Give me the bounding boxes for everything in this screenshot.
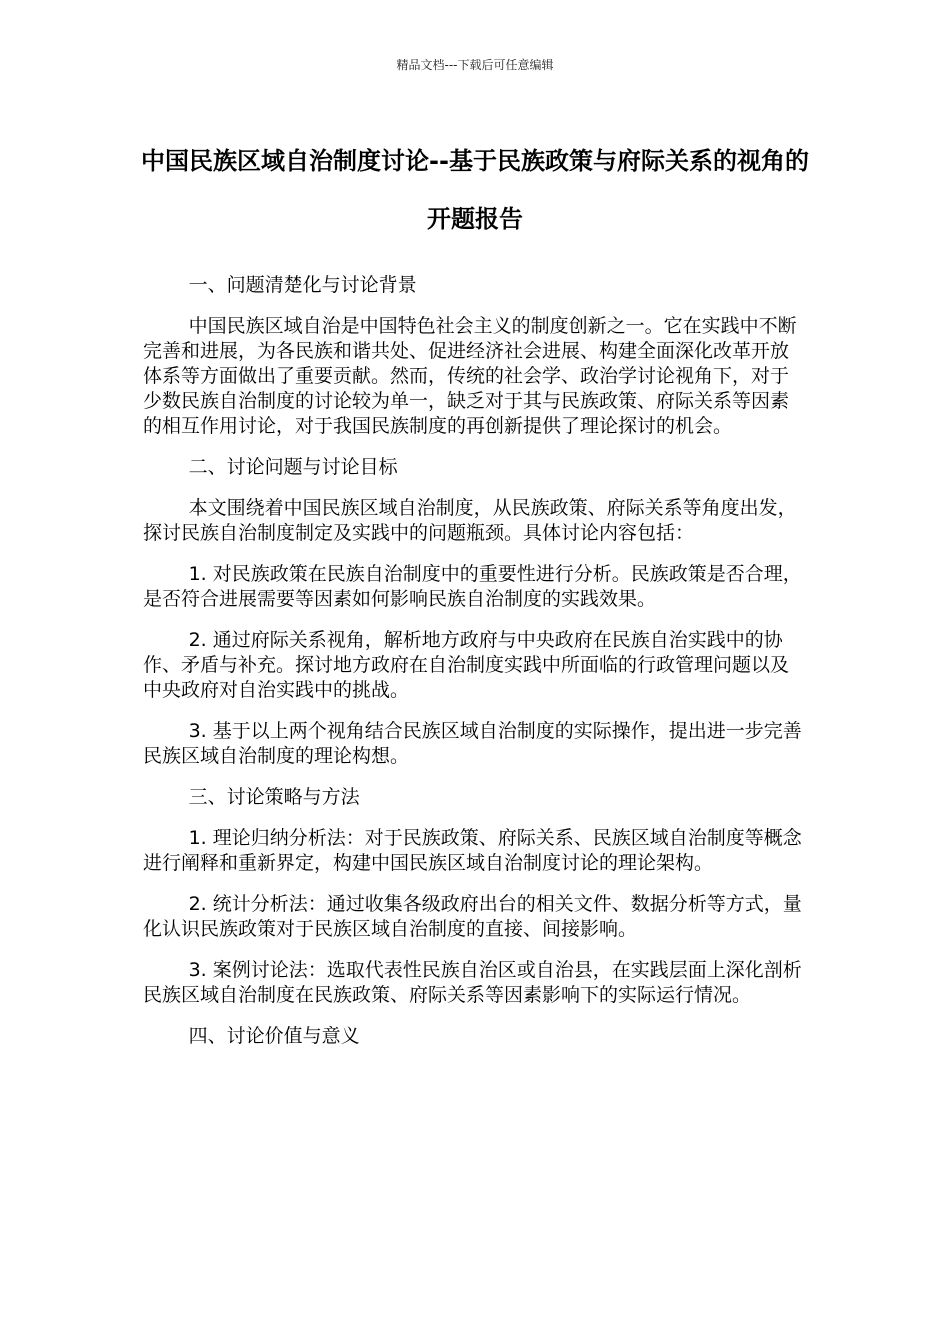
document-title: 中国民族区域自治制度讨论--基于民族政策与府际关系的视角的开题报告 (141, 147, 809, 233)
list-item-method-1: 1. 理论归纳分析法：对于民族政策、府际关系、民族区域自治制度等概念进行阐释和重新界定，构建中国民族区域自治制度讨论的理论架构。 (143, 827, 802, 874)
paragraph-background: 中国民族区域自治是中国特色社会主义的制度创新之一。它在实践中不断完善和进展，为各民族和谐共处、促进经济社会进展、构建全面深化改革开放体系等方面做出了重要贡献。然而，传统的社会学、政治学讨论视角下，对于少数民族自治制度的讨论较为单一，缺乏对于其与民族政策、府际关系等因素的相互作用讨论，对于我国民族制度的再创新提供了理论探讨的机会。 (143, 315, 797, 437)
section-heading-1: 一、问题清楚化与讨论背景 (188, 274, 417, 296)
document-body (143, 273, 803, 1065)
header-note: 精品文档---下载后可任意编辑 (396, 58, 554, 72)
paragraph-research-intro: 本文围绕着中国民族区域自治制度，从民族政策、府际关系等角度出发，探讨民族自治制度制定及实践中的问题瓶颈。具体讨论内容包括： (143, 497, 797, 544)
section-heading-2: 二、讨论问题与讨论目标 (188, 456, 398, 478)
list-item-method-3: 3. 案例讨论法：选取代表性民族自治区或自治县，在实践层面上深化剖析民族区域自治制度在民族政策、府际关系等因素影响下的实际运行情况。 (143, 959, 802, 1006)
section-heading-3: 三、讨论策略与方法 (188, 786, 360, 808)
list-item-research-2: 2. 通过府际关系视角，解析地方政府与中央政府在民族自治实践中的协作、矛盾与补充。探讨地方政府在自治制度实践中所面临的行政管理问题以及中央政府对自治实践中的挑战。 (143, 629, 790, 701)
section-heading-4: 四、讨论价值与意义 (188, 1025, 360, 1047)
list-item-method-2: 2. 统计分析法：通过收集各级政府出台的相关文件、数据分析等方式，量化认识民族政策对于民族区域自治制度的直接、间接影响。 (143, 893, 802, 940)
list-item-research-3: 3. 基于以上两个视角结合民族区域自治制度的实际操作，提出进一步完善民族区域自治制度的理论构想。 (143, 720, 802, 767)
list-item-research-1: 1. 对民族政策在民族自治制度中的重要性进行分析。民族政策是否合理，是否符合进展需要等因素如何影响民族自治制度的实践效果。 (143, 563, 802, 610)
